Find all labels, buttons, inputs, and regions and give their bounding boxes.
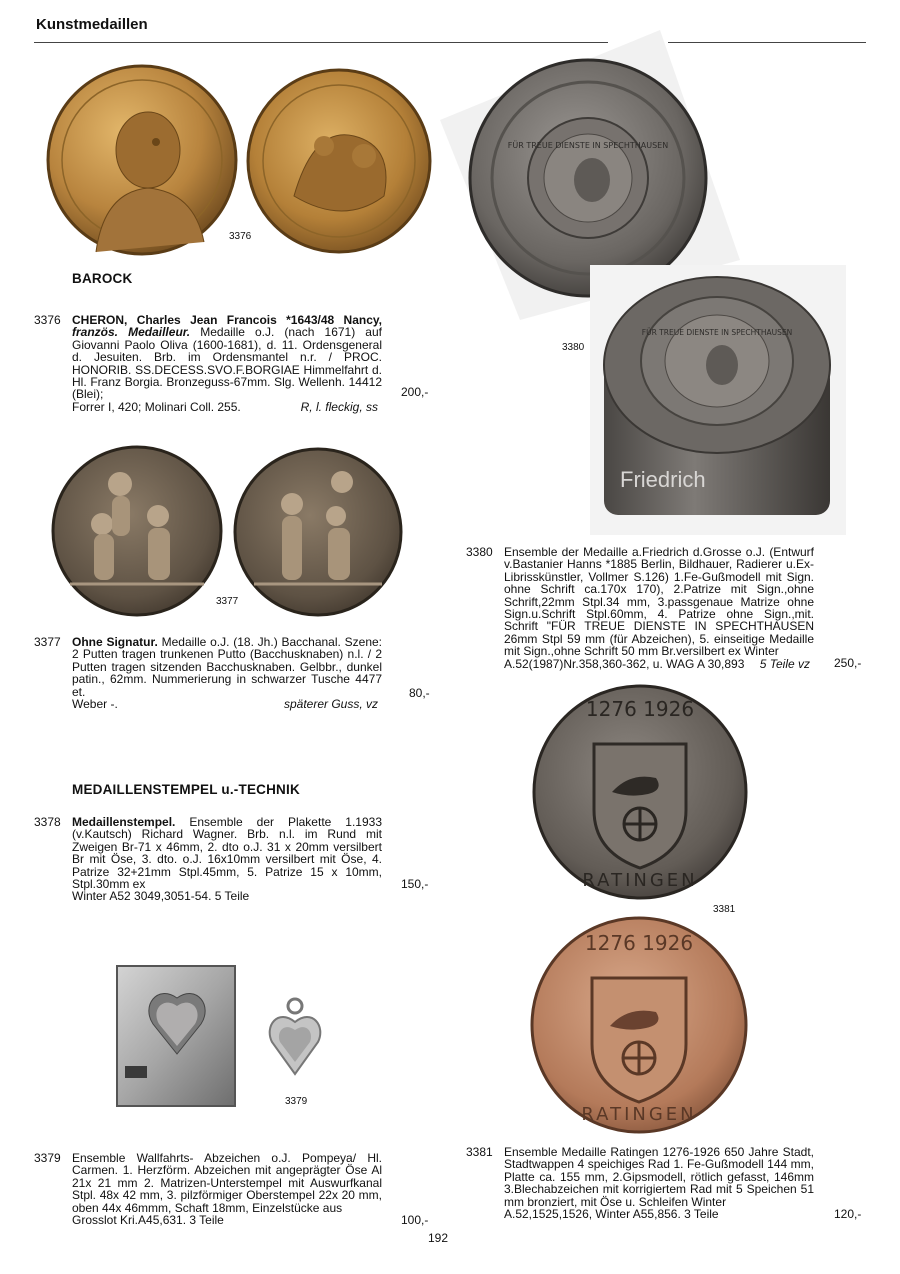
lot-3376-heading-2: französ. Medailleur. [72, 325, 191, 340]
lot-3380-price: 250,- [834, 656, 862, 670]
medal-3377-obverse-image [50, 444, 224, 618]
lot-3380-condition: 5 Teile vz [759, 656, 810, 671]
lot-3377-body: Medaille o.J. (18. Jh.) Bacchanal. Szene: 2 Putten tragen trunkenen Putto (Bacchusknaben) n.l. / 2 Putten tragen sitzenden Bacchusknaben. Gelbbr., dunkel patin., 62mm. Nummerierung in schwarzer Tusche 4477 et. [72, 635, 383, 699]
lot-3379-description [72, 1152, 382, 1226]
lot-3379-number: 3379 [34, 1151, 61, 1165]
lot-3377-price: 80,- [409, 686, 430, 700]
lot-3377-last-line: Weber -. [72, 697, 118, 712]
page-header-title: Kunstmedaillen [36, 16, 148, 33]
caption-3381: 3381 [713, 904, 736, 915]
lot-3379-body: Ensemble Wallfahrts- Abzeichen o.J. Pompeya/ Hl. Carmen. 1. Herzförm. Abzeichen mit angeprägter Öse Al 21x 21 mm 2. Matrizen-Unterstempel mit Auswurfkanal Stpl. 48x 42 mm, 3. pilzförmiger Oberstempel 22x 20 mm, oben 44x 46mmm, Schaft 18mm, Einzelstücke aus [72, 1151, 382, 1215]
lot-3377-number: 3377 [34, 635, 61, 649]
lot-3380-description [504, 546, 814, 670]
section-heading-medaillenstempel: MEDAILLENSTEMPEL u.-TECHNIK [72, 782, 300, 797]
medal-3381-iron-year: 1276 1926 [585, 697, 695, 721]
lot-3378-body: Ensemble der Plakette 1.1933 (v.Kautsch) Richard Wagner. Brb. n.l. im Rund mit Zweigen Br-71 x 46mm, 2. dto o.J. 31 x 20mm versilbert Br mit Öse, 3. dto. o.J. 16x10mm versilbert mit Öse, 4. Patrize 32+21mm Stpl.45mm, 5. Patrize 15 x 10mm, Stpl.30mm ex [72, 815, 382, 892]
lot-3378-number: 3378 [34, 815, 61, 829]
medal-3381-iron-model-image [530, 682, 750, 902]
die-block-3379-image [113, 962, 241, 1114]
lot-3378-description [72, 816, 382, 903]
die-3380-bottom-inscription: FÜR TREUE DIENSTE IN SPECHTHAUSEN [641, 328, 793, 337]
lot-3381-body: Ensemble Medaille Ratingen 1276-1926 650 Jahre Stadt, Stadtwappen 4 speichiges Rad 1. Fe-Gußmodell 144 mm, Platte ca. 155 mm, 2.Gipsmodell, rötlich gefasst, 146mm 3.Blechabzeichen mit korrigiertem Rad mit 5 Speichen 51 mm bronziert, mit Öse u. Schleifen Winter [504, 1145, 814, 1209]
lot-3377-description [72, 636, 382, 710]
lot-3380-number: 3380 [466, 545, 493, 559]
section-heading-barock: BAROCK [72, 271, 133, 286]
lot-3381-price: 120,- [834, 1207, 862, 1221]
lot-3380-body: Ensemble der Medaille a.Friedrich d.Grosse o.J. (Entwurf v.Bastanier Hanns *1885 Berlin, Bildhauer, Radierer u.Ex-Librisskünstler, Vollmer S.126) 1.Fe-Gußmodell mit Sign. ohne Schrift ca.170x 170), 2.Patrize mit Sign.,ohne Schrift,22mm Stpl.34 mm, 3.passgenaue Matrize ohne Sign.u.Schrift Stpl.60mm, 4. Patrize ohne Sign.,mit. Schrift "FÜR TREUE DIENSTE IN SPECHTHAUSEN 26mm Stpl 59 mm (für Abzeichen), 5. einseitige Medaille mit Sign.,ohne Schrift 50 mm Br.versilbert ex Winter [504, 545, 814, 659]
die-3380-top-inscription: FÜR TREUE DIENSTE IN SPECHTHAUSEN [507, 141, 669, 150]
medal-3381-plaster-year: 1276 1926 [584, 931, 694, 955]
medal-3376-obverse-image [44, 62, 240, 258]
lot-3380-last-line: A.52(1987)Nr.358,360-362, u. WAG A 30,893 [504, 656, 745, 671]
medal-3376-reverse-image [244, 66, 434, 256]
caption-3380: 3380 [562, 342, 585, 353]
lot-3377-condition: späterer Guss, vz [283, 697, 378, 712]
lot-3381-description [504, 1146, 814, 1220]
lot-3376-condition: R, l. fleckig, ss [300, 399, 378, 414]
caption-3376: 3376 [229, 231, 252, 242]
lot-3376-number: 3376 [34, 313, 61, 327]
medal-3377-reverse-image [232, 446, 404, 618]
lot-3376-price: 200,- [401, 385, 429, 399]
medal-3381-iron-name: RATINGEN [582, 870, 698, 891]
pendant-3379-image [264, 996, 326, 1080]
medal-3381-plaster-model-image [528, 914, 750, 1136]
medal-3381-plaster-name: RATINGEN [581, 1104, 697, 1125]
lot-3378-heading: Medaillenstempel. [72, 815, 176, 829]
caption-3379: 3379 [285, 1096, 308, 1107]
lot-3378-price: 150,- [401, 877, 429, 891]
lot-3376-description [72, 314, 382, 413]
lot-3376-last-line: Forrer I, 420; Molinari Coll. 255. [72, 399, 241, 414]
lot-3376-heading: CHERON, Charles Jean Francois *1643/48 Nancy, [72, 313, 382, 327]
lot-3376-body: Medaille o.J. (nach 1671) auf Giovanni Paolo Oliva (1600-1681), d. 11. Ordensgeneral d. Jesuiten. Brb. im Ordensmantel n.r. / PROC. HONORIB. SS.DECESS.SVO.F.BORGIAE Himmelfahrt d. Hl. Franz Borgia. Bronzeguss-67mm. Slg. Wellenh. 14412 (Blei); [72, 325, 382, 402]
lot-3378-last-line: Winter A52 3049,3051-54. 5 Teile [72, 889, 250, 904]
lot-3379-price: 100,- [401, 1213, 429, 1227]
die-3380-bottom-image [590, 265, 846, 535]
lot-3381-last-line: A.52,1525,1526, Winter A55,856. 3 Teile [504, 1207, 719, 1222]
lot-3377-heading: Ohne Signatur. [72, 635, 158, 649]
caption-3377: 3377 [216, 596, 239, 607]
lot-3379-last-line: Grosslot Kri.A45,631. 3 Teile [72, 1213, 224, 1228]
lot-3381-number: 3381 [466, 1145, 493, 1159]
page-number: 192 [428, 1231, 449, 1245]
die-3380-label-text: Friedrich [620, 467, 706, 492]
